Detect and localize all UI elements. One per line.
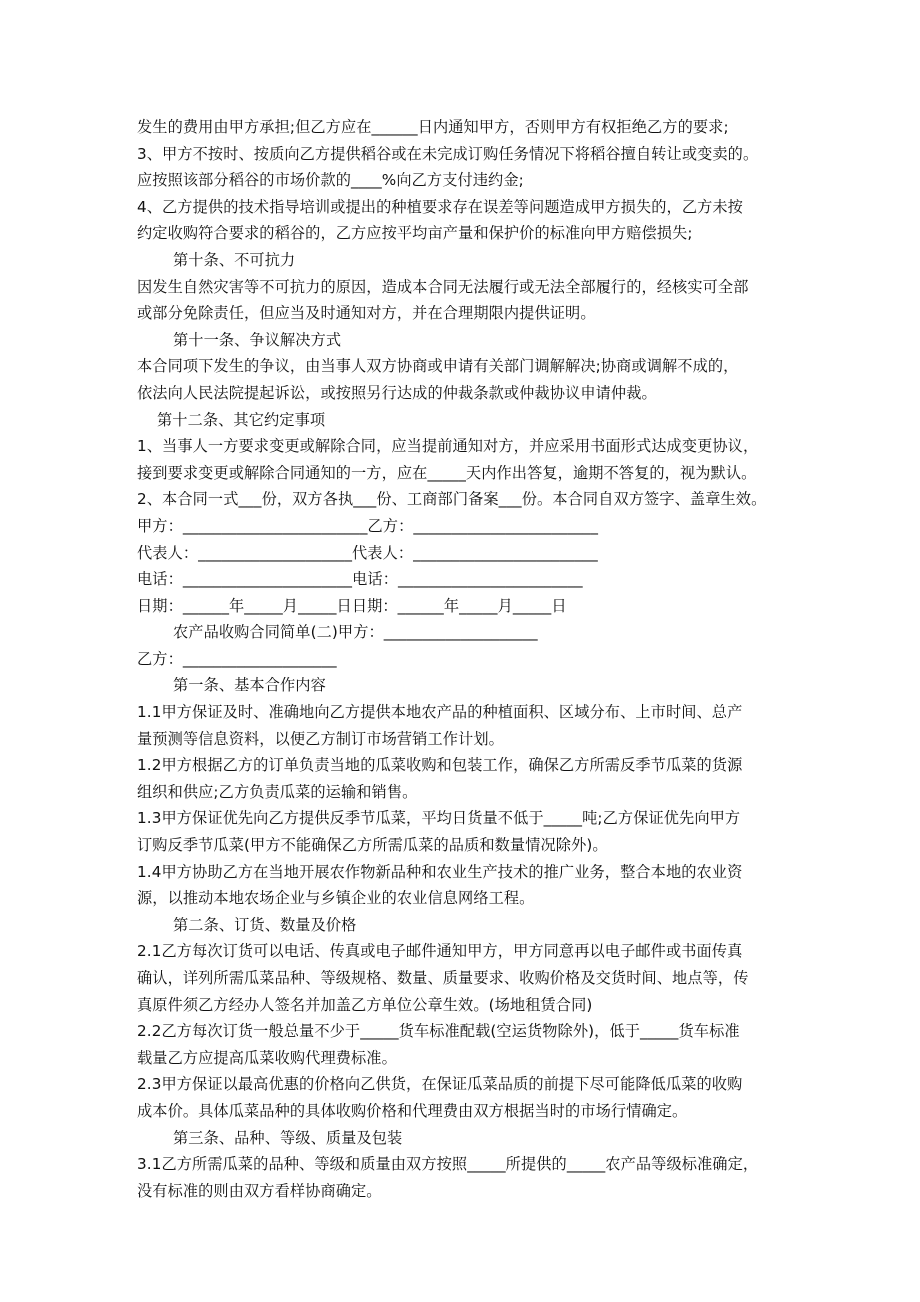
text-line: 订购反季节瓜菜(甲方不能确保乙方所需瓜菜的品质和数量情况除外)。 — [137, 836, 608, 855]
text-line: 1、当事人一方要求变更或解除合同，应当提前通知对方，并应采用书面形式达成变更协议， — [137, 437, 759, 456]
text-line: 第二条、订货、数量及价格 — [173, 915, 357, 934]
text-line: 发生的费用由甲方承担;但乙方应在______日内通知甲方，否则甲方有权拒绝乙方的要求; — [137, 118, 729, 136]
text-line: 1.2甲方根据乙方的订单负责当地的瓜菜收购和包装工作，确保乙方所需反季节瓜菜的货源 — [137, 756, 743, 775]
text-line: 乙方：____________________ — [137, 649, 337, 668]
text-line: 日期：______年_____月_____日日期：______年_____月_____日 — [137, 596, 567, 615]
text-line: 1.1甲方保证及时、准确地向乙方提供本地农产品的种植面积、区域分布、上市时间、总产 — [137, 703, 743, 722]
text-line: 源，以推动本地农场企业与乡镇企业的农业信息网络工程。 — [137, 889, 535, 908]
text-line: 第十一条、争议解决方式 — [173, 330, 342, 349]
text-line: 应按照该部分稻谷的市场价款的____%向乙方支付违约金; — [137, 171, 524, 190]
text-line: 真原件须乙方经办人签名并加盖乙方单位公章生效。(场地租赁合同) — [137, 995, 593, 1014]
text-line: 约定收购符合要求的稻谷的，乙方应按平均亩产量和保护价的标准向甲方赔偿损失; — [137, 224, 693, 243]
text-line: 依法向人民法院提起诉讼，或按照另行达成的仲裁条款或仲裁协议申请仲裁。 — [137, 383, 657, 402]
text-line: 2.3甲方保证以最高优惠的价格向乙供货，在保证瓜菜品质的前提下尽可能降低瓜菜的收购 — [137, 1075, 743, 1094]
text-line: 因发生自然灾害等不可抗力的原因，造成本合同无法履行或无法全部履行的，经核实可全部 — [137, 277, 749, 296]
text-line: 第一条、基本合作内容 — [173, 676, 326, 695]
text-line: 量预测等信息资料，以便乙方制订市场营销工作计划。 — [137, 729, 504, 748]
text-line: 2.1乙方每次订货可以电话、传真或电子邮件通知甲方，甲方同意再以电子邮件或书面传真 — [137, 942, 743, 961]
text-line: 没有标准的则由双方看样协商确定。 — [137, 1181, 382, 1200]
text-line: 2、本合同一式___份，双方各执___份、工商部门备案___份。本合同自双方签字、盖章生效。 — [137, 490, 767, 509]
text-line: 代表人：____________________代表人：________________________ — [137, 543, 598, 562]
text-line: 电话：______________________电话：________________________ — [137, 570, 583, 589]
text-line: 本合同项下发生的争议，由当事人双方协商或申请有关部门调解解决;协商或调解不成的， — [137, 357, 739, 376]
text-line: 农产品收购合同简单(二)甲方：____________________ — [173, 623, 538, 642]
text-line: 第三条、品种、等级、质量及包装 — [173, 1128, 403, 1147]
text-line: 3、甲方不按时、按质向乙方提供稻谷或在未完成订购任务情况下将稻谷擅自转让或变卖的。 — [137, 144, 759, 163]
text-line: 4、乙方提供的技术指导培训或提出的种植要求存在误差等问题造成甲方损失的，乙方未按 — [137, 197, 743, 216]
text-line: 甲方：________________________乙方：________________________ — [137, 516, 599, 535]
text-line: 载量乙方应提高瓜菜收购代理费标准。 — [137, 1048, 397, 1067]
text-line: 3.1乙方所需瓜菜的品种、等级和质量由双方按照_____所提供的_____农产品等级标准确定， — [137, 1155, 759, 1174]
text-line: 第十条、不可抗力 — [173, 250, 296, 269]
text-line: 接到要求变更或解除合同通知的一方，应在_____天内作出答复，逾期不答复的，视为默认。 — [137, 463, 757, 482]
text-line: 或部分免除责任，但应当及时通知对方，并在合理期限内提供证明。 — [137, 304, 596, 323]
text-line: 组织和供应;乙方负责瓜菜的运输和销售。 — [137, 782, 418, 801]
text-line: 2.2乙方每次订货一般总量不少于_____货车标准配载(空运货物除外)，低于_____货车标准 — [137, 1022, 740, 1041]
text-line: 第十二条、其它约定事项 — [157, 410, 326, 429]
text-line: 1.3甲方保证优先向乙方提供反季节瓜菜，平均日货量不低于_____吨;乙方保证优先向甲方 — [137, 809, 741, 828]
text-line: 1.4甲方协助乙方在当地开展农作物新品种和农业生产技术的推广业务，整合本地的农业资 — [137, 862, 743, 881]
text-line: 成本价。具体瓜菜品种的具体收购价格和代理费由双方根据当时的市场行情确定。 — [137, 1101, 688, 1120]
text-line: 确认，详列所需瓜菜品种、等级规格、数量、质量要求、收购价格及交货时间、地点等，传 — [137, 969, 749, 987]
